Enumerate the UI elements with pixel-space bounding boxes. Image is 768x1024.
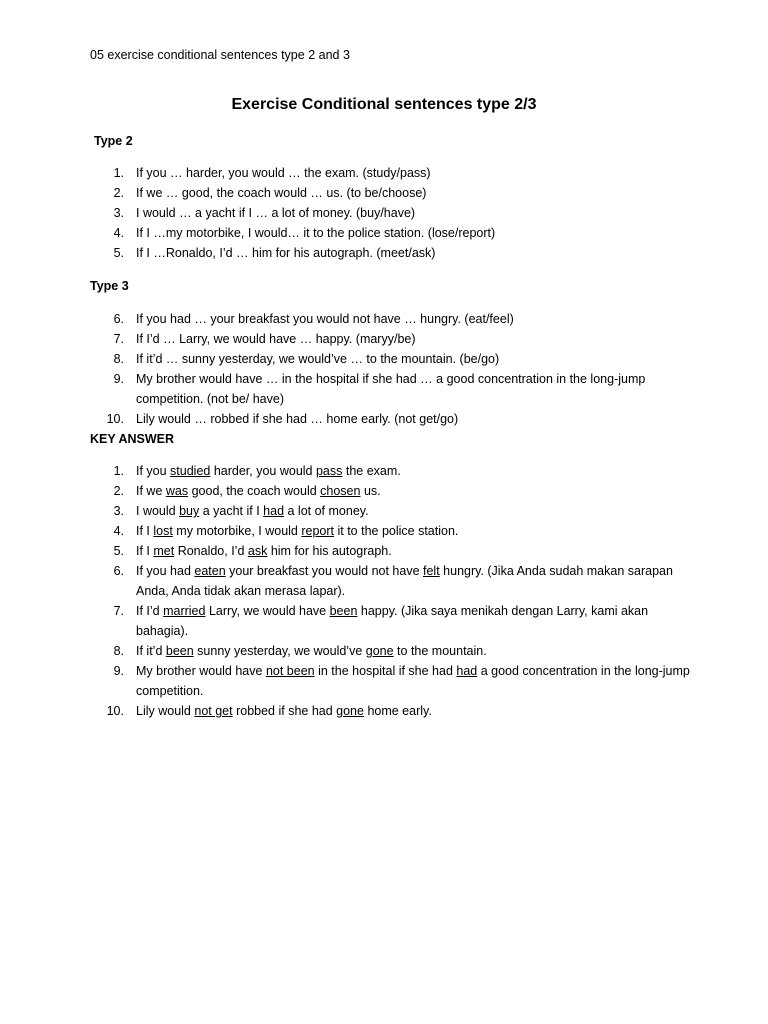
item-number: 10.	[106, 412, 124, 426]
answer-word: studied	[170, 464, 211, 478]
answer-word: was	[165, 484, 189, 498]
item-number: 8.	[113, 352, 124, 366]
item-number: 4.	[113, 226, 124, 240]
answer-word: not been	[265, 664, 315, 678]
type2-exercise-list	[90, 163, 690, 263]
answer-word: had	[456, 664, 478, 678]
item-number: 2.	[113, 186, 124, 200]
item-number: 7.	[113, 332, 124, 346]
list-item	[90, 163, 690, 183]
answer-word: been	[329, 604, 358, 618]
list-item	[90, 309, 690, 329]
answer-word: pass	[315, 464, 343, 478]
list-item	[90, 369, 690, 409]
type3-heading: Type 3	[90, 279, 129, 293]
list-item	[90, 561, 690, 601]
item-number: 9.	[113, 664, 124, 678]
answer-word: chosen	[320, 484, 361, 498]
item-text: If you studied harder, you would pass the exam.	[136, 464, 401, 478]
answer-word: married	[163, 604, 206, 618]
item-text: If we … good, the coach would … us. (to be/choose)	[136, 186, 427, 200]
list-item	[90, 501, 690, 521]
item-text: My brother would have … in the hospital if she had … a good concentration in the long-jump competition. (not be/ have)	[136, 372, 646, 406]
item-number: 2.	[113, 484, 124, 498]
list-item	[90, 243, 690, 263]
item-text: If you had eaten your breakfast you would not have felt hungry. (Jika Anda sudah makan sarapan Anda, Anda tidak akan merasa lapar).	[136, 564, 673, 598]
item-text: If I’d married Larry, we would have been happy. (Jika saya menikah dengan Larry, kami akan bahagia).	[136, 604, 649, 638]
item-number: 3.	[113, 206, 124, 220]
type2-heading: Type 2	[94, 134, 133, 148]
item-number: 6.	[113, 312, 124, 326]
list-item	[90, 481, 690, 501]
answer-word: report	[301, 524, 334, 538]
answer-word: buy	[179, 504, 200, 518]
item-text: If I met Ronaldo, I’d ask him for his autograph.	[136, 544, 392, 558]
item-text: I would buy a yacht if I had a lot of money.	[136, 504, 369, 518]
item-number: 8.	[113, 644, 124, 658]
list-item	[90, 409, 690, 429]
item-number: 1.	[113, 166, 124, 180]
answer-word: felt	[423, 564, 440, 578]
key-answer-list	[90, 461, 690, 721]
item-text: Lily would … robbed if she had … home early. (not get/go)	[136, 412, 459, 426]
list-item	[90, 641, 690, 661]
type3-exercise-list	[90, 309, 690, 429]
list-item	[90, 329, 690, 349]
item-text: Lily would not get robbed if she had gone home early.	[136, 704, 432, 718]
item-text: If we was good, the coach would chosen us.	[136, 484, 381, 498]
list-item	[90, 183, 690, 203]
list-item	[90, 461, 690, 481]
item-text: If it’d … sunny yesterday, we would’ve … to the mountain. (be/go)	[136, 352, 500, 366]
answer-word: gone	[365, 644, 394, 658]
item-text: If you … harder, you would … the exam. (study/pass)	[136, 166, 431, 180]
answer-word: ask	[247, 544, 268, 558]
answer-word: lost	[153, 524, 173, 538]
list-item	[90, 661, 690, 701]
page-title: Exercise Conditional sentences type 2/3	[231, 96, 537, 113]
item-number: 4.	[113, 524, 124, 538]
list-item	[90, 223, 690, 243]
answer-word: met	[153, 544, 175, 558]
item-text: If you had … your breakfast you would not have … hungry. (eat/feel)	[136, 312, 514, 326]
item-text: If I’d … Larry, we would have … happy. (maryy/be)	[136, 332, 416, 346]
answer-word: been	[165, 644, 194, 658]
item-text: If I …Ronaldo, I’d … him for his autograph. (meet/ask)	[136, 246, 436, 260]
item-number: 3.	[113, 504, 124, 518]
item-text: If I …my motorbike, I would… it to the police station. (lose/report)	[136, 226, 496, 240]
list-item	[90, 349, 690, 369]
answer-word: eaten	[194, 564, 226, 578]
answer-word: gone	[336, 704, 364, 718]
item-text: If it’d been sunny yesterday, we would’ve gone to the mountain.	[136, 644, 487, 658]
item-number: 9.	[113, 372, 124, 386]
answer-word: had	[263, 504, 285, 518]
list-item	[90, 203, 690, 223]
item-number: 1.	[113, 464, 124, 478]
document-header-label: 05 exercise conditional sentences type 2 and 3	[90, 48, 350, 62]
list-item	[90, 601, 690, 641]
list-item	[90, 541, 690, 561]
item-number: 7.	[113, 604, 124, 618]
key-answer-heading: KEY ANSWER	[90, 432, 175, 446]
item-number: 5.	[113, 544, 124, 558]
item-text: My brother would have not been in the hospital if she had had a good concentration in the long-jump competition.	[136, 664, 690, 698]
item-number: 10.	[106, 704, 124, 718]
item-text: I would … a yacht if I … a lot of money. (buy/have)	[136, 206, 416, 220]
item-text: If I lost my motorbike, I would report it to the police station.	[136, 524, 459, 538]
item-number: 6.	[113, 564, 124, 578]
answer-word: not get	[194, 704, 233, 718]
item-number: 5.	[113, 246, 124, 260]
list-item	[90, 521, 690, 541]
list-item	[90, 701, 690, 721]
